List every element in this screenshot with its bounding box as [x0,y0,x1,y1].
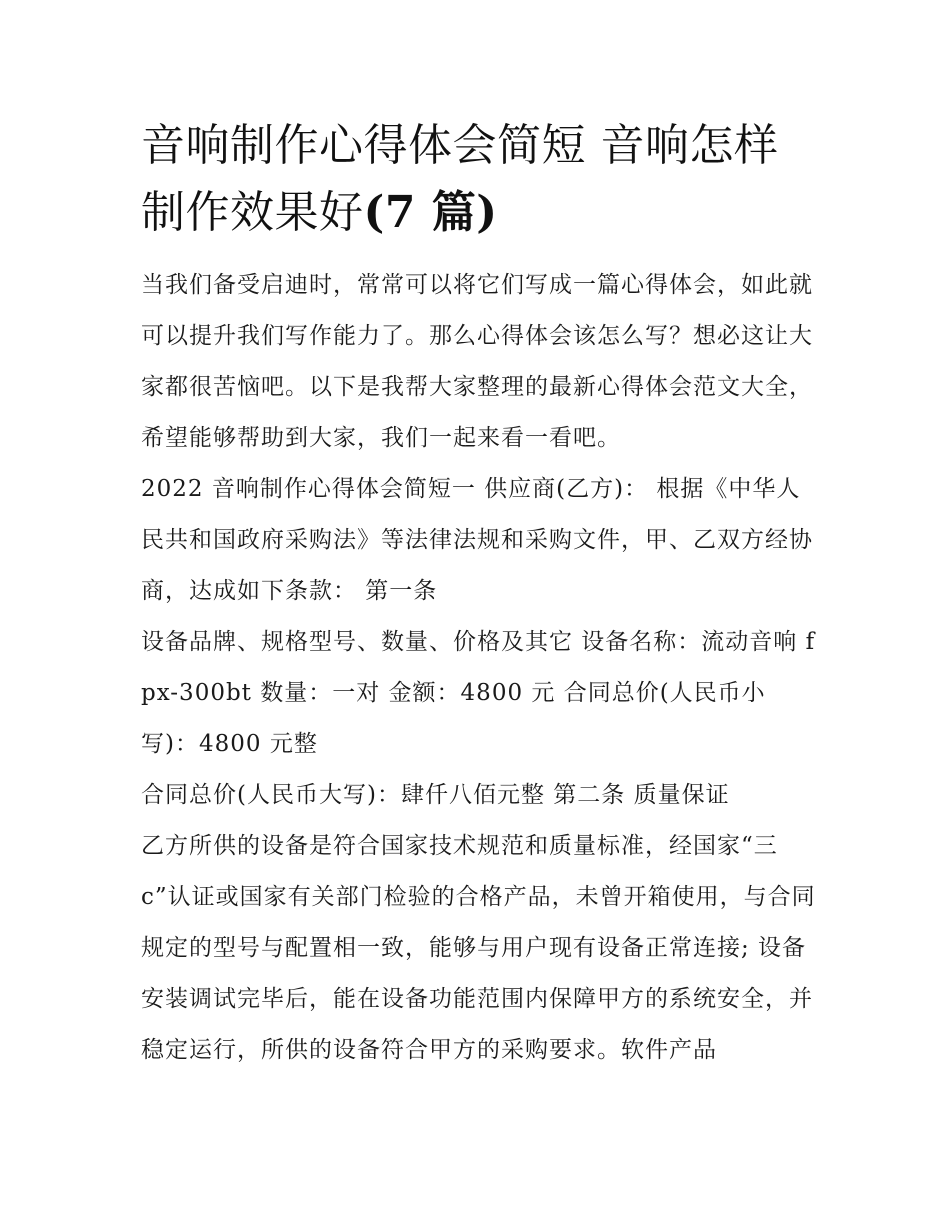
document-body [141,260,821,1076]
document-title [141,112,821,246]
quality-paragraph: 乙方所供的设备是符合国家技术规范和质量标准，经国家“三c”认证或国家有关部门检验的合格产品，未曾开箱使用，与合同规定的型号与配置相一致，能够与用户现有设备正常连接; 设备安装调试完毕后，能在设备功能范围内保障甲方的系统安全，并稳定运行，所供的设备符合甲方的采购要求。软件产品 [141,833,816,1063]
document-page [141,112,821,1076]
total-price-paragraph: 合同总价(人民币大写)：肆仟八佰元整 第二条 质量保证 [141,782,730,808]
title-main: 音响制作心得体会简短 音响怎样制作效果好 [141,120,779,238]
intro-paragraph: 当我们备受启迪时，常常可以将它们写成一篇心得体会，如此就可以提升我们写作能力了。那么心得体会该怎么写？想必这让大家都很苦恼吧。以下是我帮大家整理的最新心得体会范文大全，希望能够帮助到大家，我们一起来看一看吧。 [141,272,813,451]
contract-intro-paragraph: 2022 音响制作心得体会简短一 供应商(乙方)： 根据《中华人民共和国政府采购法》等法律法规和采购文件，甲、乙双方经协商，达成如下条款： 第一条 [141,476,813,604]
equipment-paragraph: 设备品牌、规格型号、数量、价格及其它 设备名称：流动音响 fpx-300bt 数量：一对 金额：4800 元 合同总价(人民币小写)：4800 元整 [141,629,816,757]
title-suffix: (7 篇) [363,187,498,238]
